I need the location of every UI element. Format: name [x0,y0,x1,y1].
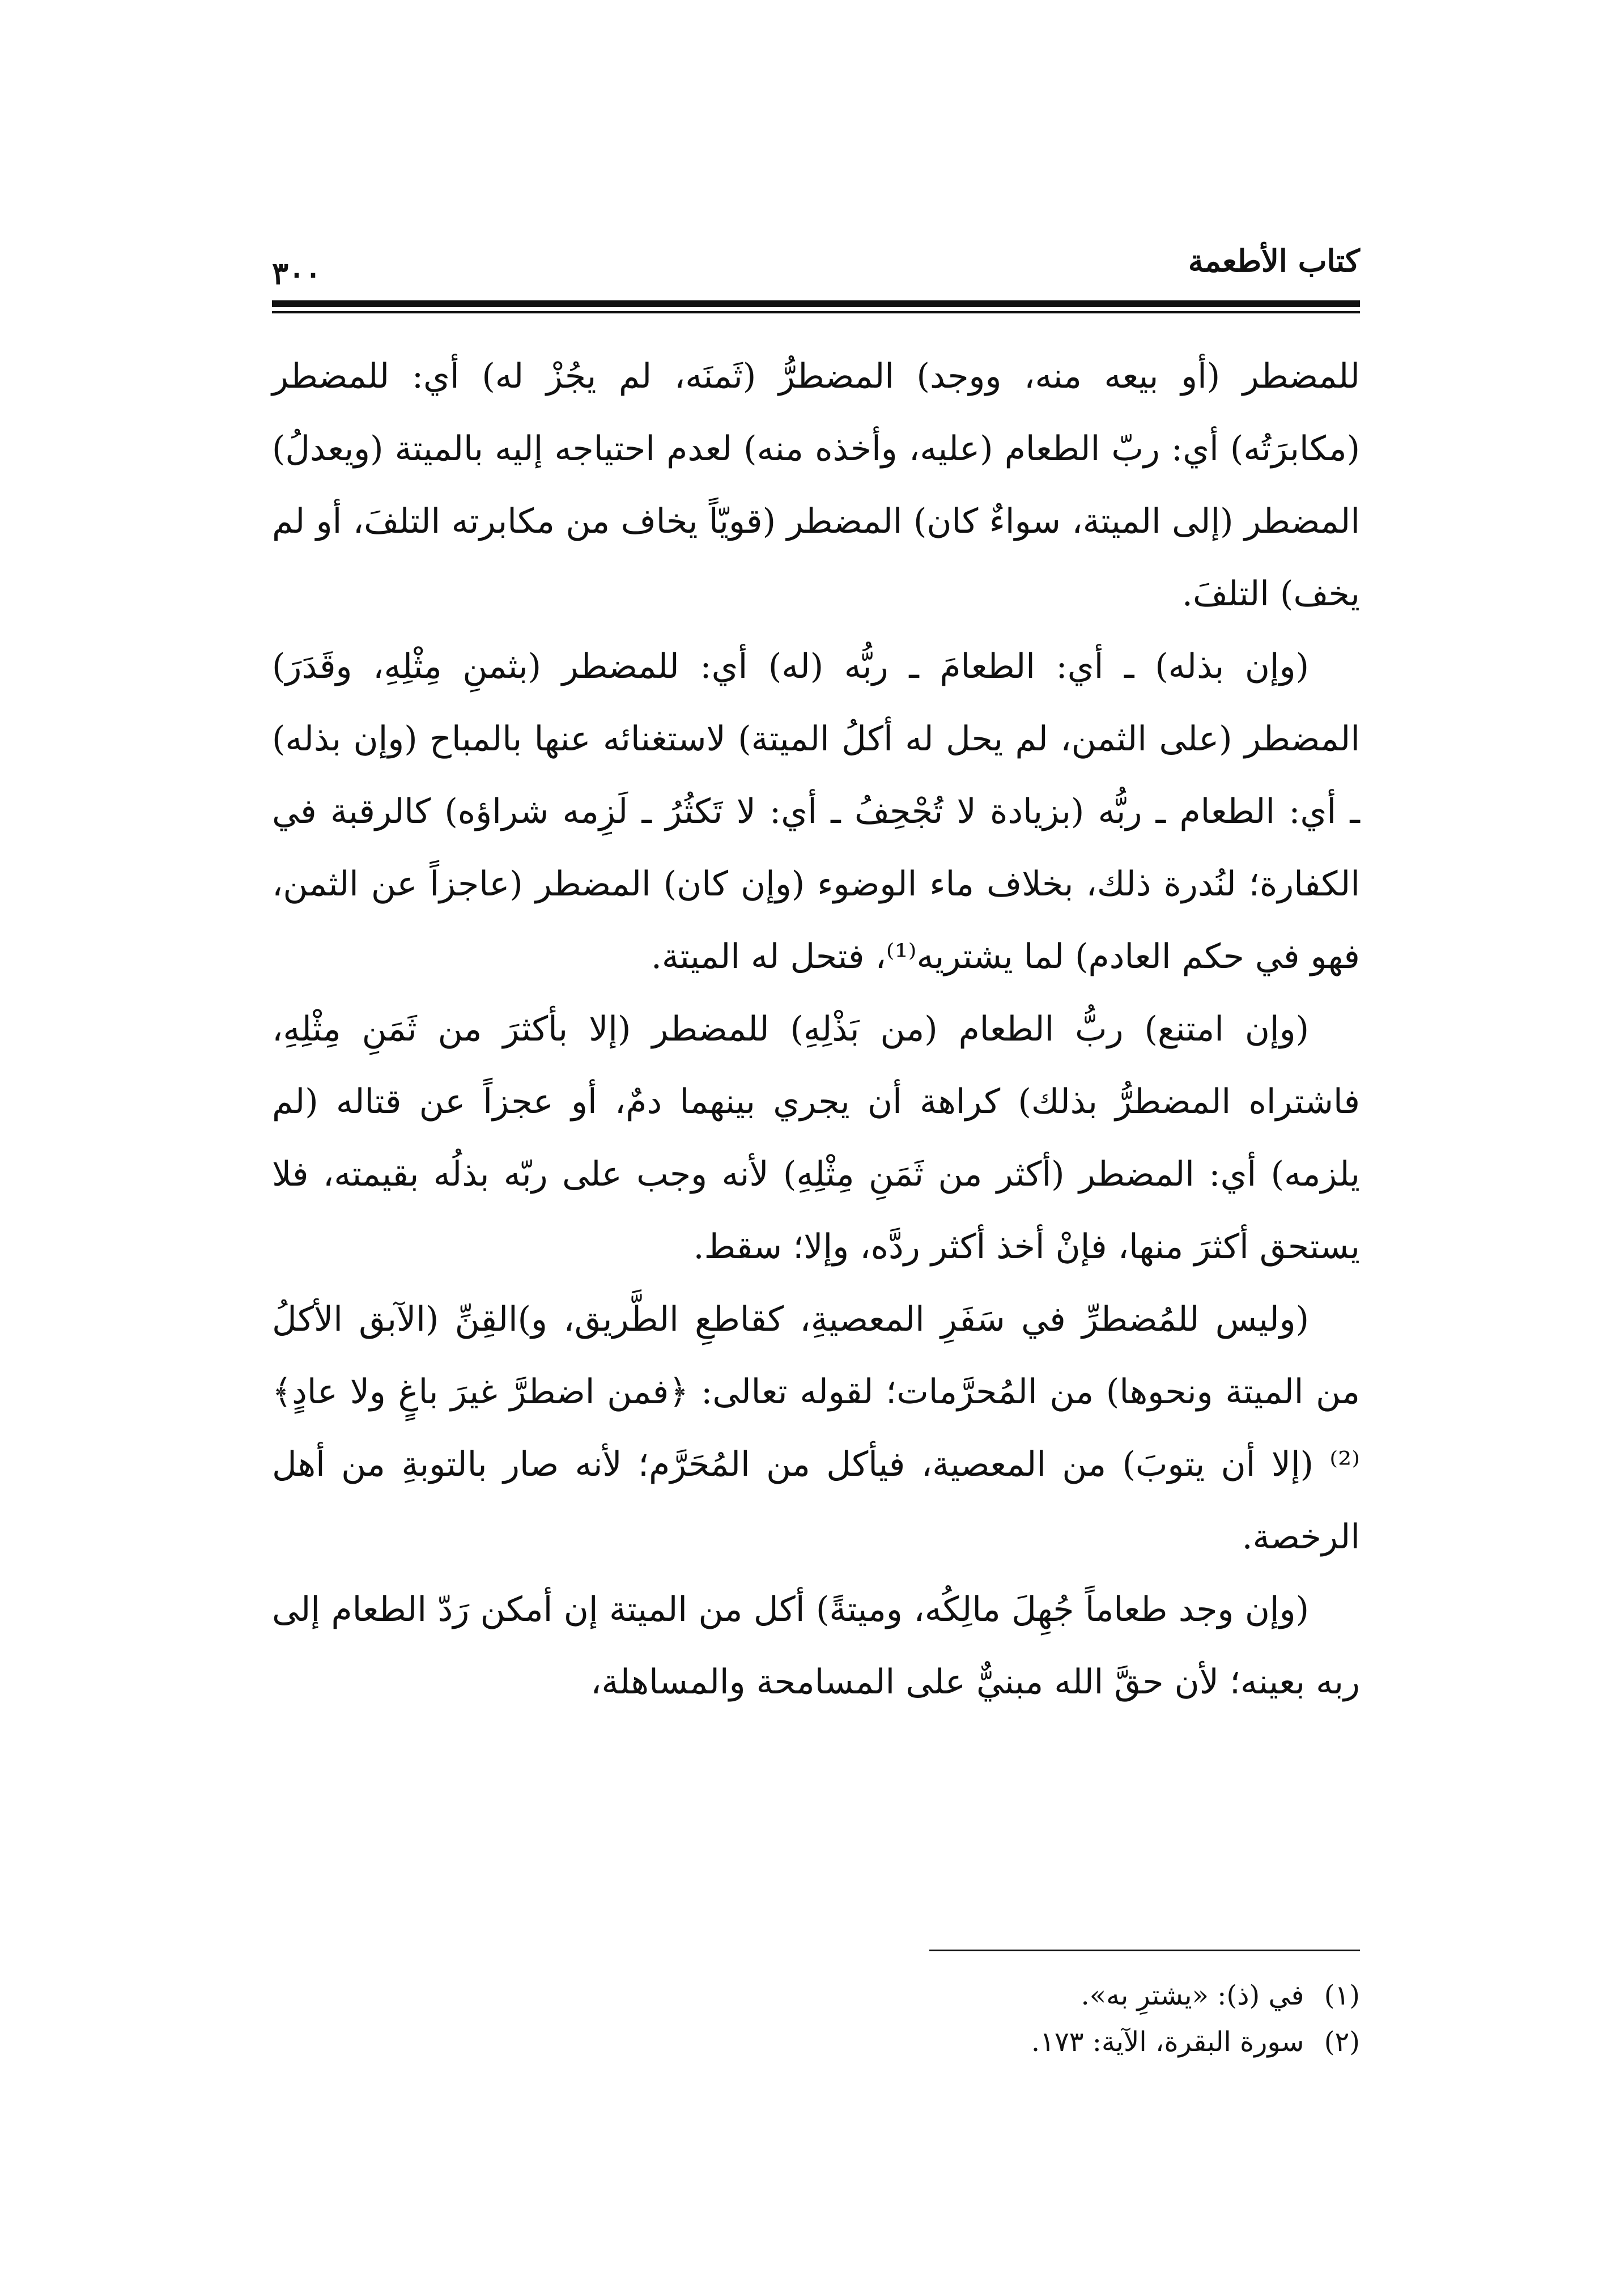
header-double-rule [272,300,1360,317]
footnote-separator [929,1950,1360,1951]
header-rule-thin [272,311,1360,313]
header-rule-thick [272,300,1360,307]
footnote-1 [272,1972,1360,2019]
footnotes [272,1972,1360,2065]
main-text [272,340,1360,1718]
paragraph-2: (وإن بذله) ـ أي: الطعامَ ـ ربُّه (له) أي: للمضطر (بثمنِ مِثْلِهِ، وقَدَرَ) المضطر (على الثمن، لم يحل له أكلُ الميتة) لاستغنائه عنها بالمباح (وإن بذله) ـ أي: الطعام ـ ربُّه (بزيادة لا تُجْحِفُ ـ أي: لا تَكثُرُ ـ لَزِمه شراؤه) كالرقبة في الكفارة؛ لنُدرة ذلك، بخلاف ماء الوضوء (وإن كان) المضطر (عاجزاً عن الثمن، فهو في حكم العادم) لما يشتريه⁽¹⁾، فتحل له الميتة. [272,647,1361,976]
book-page [272,0,1360,2293]
paragraph-1: للمضطر (أو بيعه منه، ووجد) المضطرُّ (ثَمنَه، لم يجُزْ له) أي: للمضطر (مكابرَتُه) أي: ربّ الطعام (عليه، وأخذه منه) لعدم احتياجه إليه بالميتة (ويعدلُ) المضطر (إلى الميتة، سواءٌ كان) المضطر (قويّاً يخاف من مكابرته التلفَ، أو لم يخف) التلفَ. [272,356,1360,614]
paragraph-4: (وليس للمُضطرِّ في سَفَرِ المعصيةِ، كقاطعِ الطَّريق، و)القِنِّ (الآبق الأكلُ من الميتة ونحوها) من المُحرَّمات؛ لقوله تعالى: ﴿فمن اضطرَّ غيرَ باغٍ ولا عادٍ﴾⁽²⁾ (إلا أن يتوبَ) من المعصية، فيأكل من المُحَرَّم؛ لأنه صار بالتوبةِ من أهل الرخصة. [272,1300,1360,1557]
page-number: ٣٠٠ [272,255,322,291]
footnote-1-text: في (ذ): «يشترِ به». [1081,1980,1304,2011]
paragraph-5: (وإن وجد طعاماً جُهِلَ مالِكُه، وميتةً) أكل من الميتة إن أمكن رَدّ الطعام إلى ربه بعينه؛ لأن حقَّ الله مبنيٌّ على المسامحة والمساهلة، [272,1590,1360,1702]
footnote-2 [272,2019,1360,2065]
paragraph-3: (وإن امتنع) ربُّ الطعام (من بَذْلِهِ) للمضطر (إلا بأكثرَ من ثَمَنِ مِثْلِهِ، فاشتراه المضطرُّ بذلك) كراهة أن يجري بينهما دمٌ، أو عجزاً عن قتاله (لم يلزمه) أي: المضطر (أكثر من ثَمَنِ مِثْلِهِ) لأنه وجب على ربّه بذلُه بقيمته، فلا يستحق أكثرَ منها، فإنْ أخذ أكثر ردَّه، وإلا؛ سقط. [272,1009,1360,1267]
footnote-2-text: سورة البقرة، الآية: ١٧٣. [1031,2026,1304,2058]
running-title: كتاب الأطعمة [1188,243,1360,279]
footnote-2-number: (٢) [1324,2026,1360,2058]
footnote-1-number: (١) [1324,1980,1360,2011]
page-header [272,238,1360,300]
